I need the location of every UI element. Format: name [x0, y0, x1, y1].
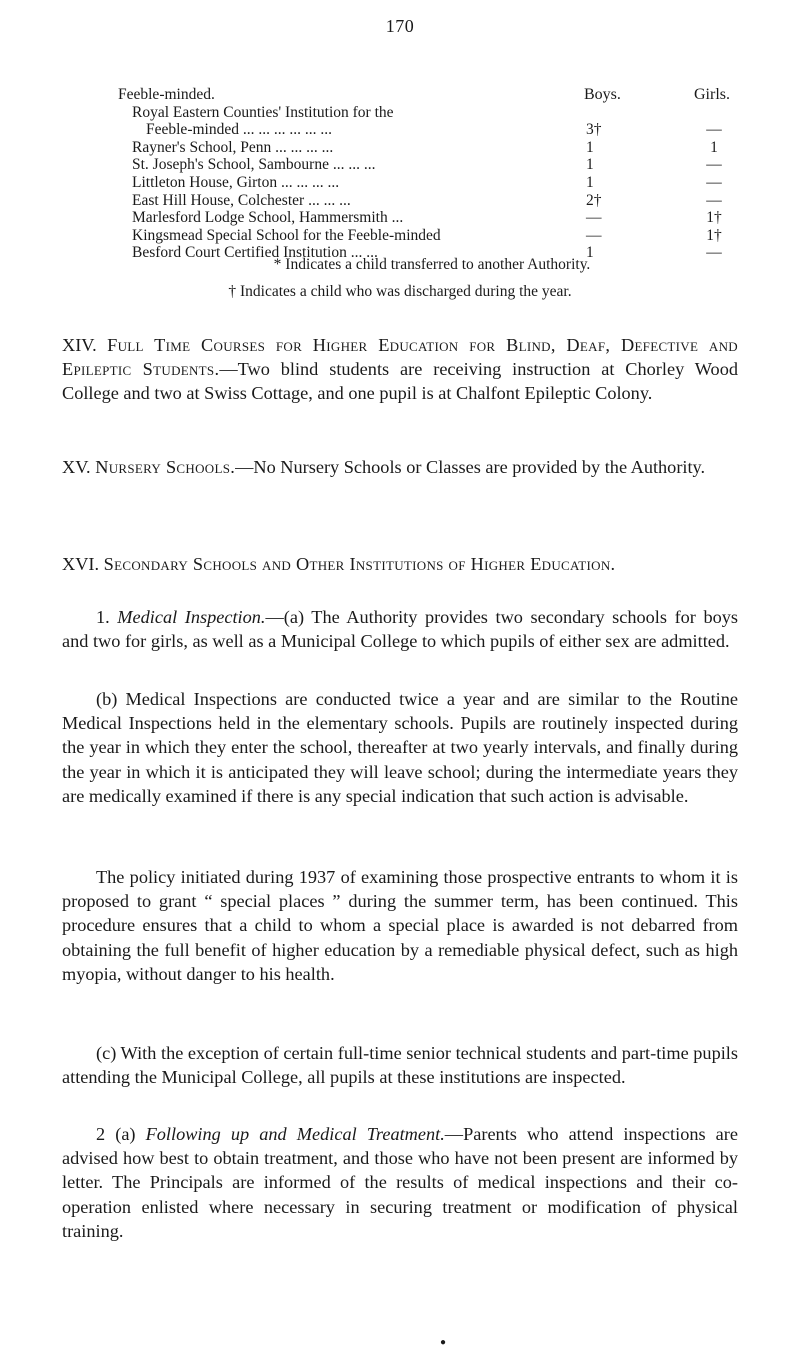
table-row: [118, 104, 738, 122]
institution-name: Feeble-minded ... ... ... ... ... ...: [146, 121, 332, 139]
paragraph-body: —Parents who attend inspections are advised how best to obtain treatment, and those who have not been present are informed by letter. The Principals are informed of the results of medical inspections and their co-operation enlisted where necessary in securing treatment or modification of physical training.: [62, 1124, 738, 1241]
section-body: —No Nursery Schools or Classes are provided by the Authority.: [235, 457, 706, 477]
section-number: XIV.: [62, 335, 97, 355]
institution-name: Littleton House, Girton ... ... ... ...: [132, 173, 340, 191]
table-header-row: [118, 86, 738, 104]
column-header-girls: Girls.: [694, 86, 730, 103]
table-row: [118, 209, 738, 227]
section-title: Full Time Courses for Higher Education for Blind, Deaf, Defective and Epileptic Students.: [62, 335, 738, 380]
boys-count: 1: [586, 173, 594, 191]
boys-count: 1: [586, 244, 594, 262]
section-xv: [62, 455, 738, 479]
paragraph-heading: Medical Inspection.: [117, 607, 266, 627]
boys-count: —: [586, 209, 602, 227]
boys-count: 3†: [586, 121, 602, 139]
table-row: [118, 121, 738, 139]
footnote-transferred: * Indicates a child transferred to another Authority.: [273, 256, 591, 273]
section-body: —Two blind students are receiving instruction at Chorley Wood College and two at Swiss Cottage, and one pupil is at Chalfont Epileptic Colony.: [62, 359, 738, 404]
boys-count: 1: [586, 156, 594, 174]
table-row: [118, 227, 738, 245]
column-header-boys: Boys.: [584, 86, 621, 103]
boys-count: —: [586, 226, 602, 244]
page-number: 170: [385, 16, 415, 36]
section-title: Nursery Schools.: [95, 457, 236, 477]
institution-name: Rayner's School, Penn ... ... ... ...: [132, 138, 334, 156]
table-row: [118, 156, 738, 174]
institution-name: Royal Eastern Counties' Institution for the: [132, 103, 394, 121]
girls-count: —: [706, 244, 722, 262]
table-row: [118, 139, 738, 157]
paragraph-medical-inspection: [62, 605, 738, 653]
table-row: [118, 174, 738, 192]
table-row: [118, 192, 738, 210]
paragraph-number: 2 (a): [96, 1124, 146, 1144]
girls-count: —: [706, 156, 722, 174]
paragraph-policy: The policy initiated during 1937 of examining those prospective entrants to whom it is proposed to grant “ special places ” during the summer term, has been continued. This procedure ensures that a child to whom a special place is awarded is not debarred from obtaining the full benefit of higher education by a remediable physical defect, such as high myopia, without danger to his health.: [62, 867, 738, 984]
paragraph-number: 1.: [96, 607, 118, 627]
boys-count: 1: [586, 138, 594, 156]
girls-count: —: [706, 121, 722, 139]
girls-count: —: [706, 191, 722, 209]
institution-name: East Hill House, Colchester ... ... ...: [132, 191, 351, 209]
boys-count: 2†: [586, 191, 602, 209]
section-title: Secondary Schools and Other Institutions of Higher Education.: [103, 554, 616, 574]
institution-name: St. Joseph's School, Sambourne ... ... ...: [132, 156, 376, 174]
girls-count: 1†: [706, 209, 722, 227]
institutions-table: [118, 86, 738, 262]
ink-speck: ●: [440, 1337, 447, 1348]
paragraph-body: —(a) The Authority provides two secondary schools for boys and two for girls, as well as a Municipal College to which pupils of either sex are admitted.: [62, 607, 739, 652]
section-number: XVI.: [62, 554, 100, 574]
section-number: XV.: [62, 457, 91, 477]
paragraph-b: (b) Medical Inspections are conducted twice a year and are similar to the Routine Medical Inspections held in the elementary schools. Pupils are routinely inspected during the year in which they enter the school, thereafter at two yearly intervals, and finally during the year in which it is anticipated they will leave school; during the intermediate years they are medically examined if there is any special indication that such action is advisable.: [62, 689, 738, 806]
girls-count: 1: [710, 138, 718, 156]
institution-name: Kingsmead Special School for the Feeble-minded: [132, 226, 441, 244]
footnote-discharged: † Indicates a child who was discharged during the year.: [228, 283, 572, 300]
girls-count: 1†: [706, 226, 722, 244]
table-heading: Feeble-minded.: [118, 86, 215, 103]
section-xvi-heading: [62, 552, 738, 576]
paragraph-heading: Following up and Medical Treatment.: [145, 1124, 445, 1144]
paragraph-following-up: [62, 1122, 738, 1243]
section-xiv: [62, 333, 738, 406]
institution-name: Marlesford Lodge School, Hammersmith ...: [132, 209, 404, 227]
girls-count: —: [706, 173, 722, 191]
paragraph-c: (c) With the exception of certain full-time senior technical students and part-time pupils attending the Municipal College, all pupils at these institutions are inspected.: [62, 1043, 738, 1088]
institution-name: Besford Court Certified Institution ... ...: [132, 244, 378, 262]
